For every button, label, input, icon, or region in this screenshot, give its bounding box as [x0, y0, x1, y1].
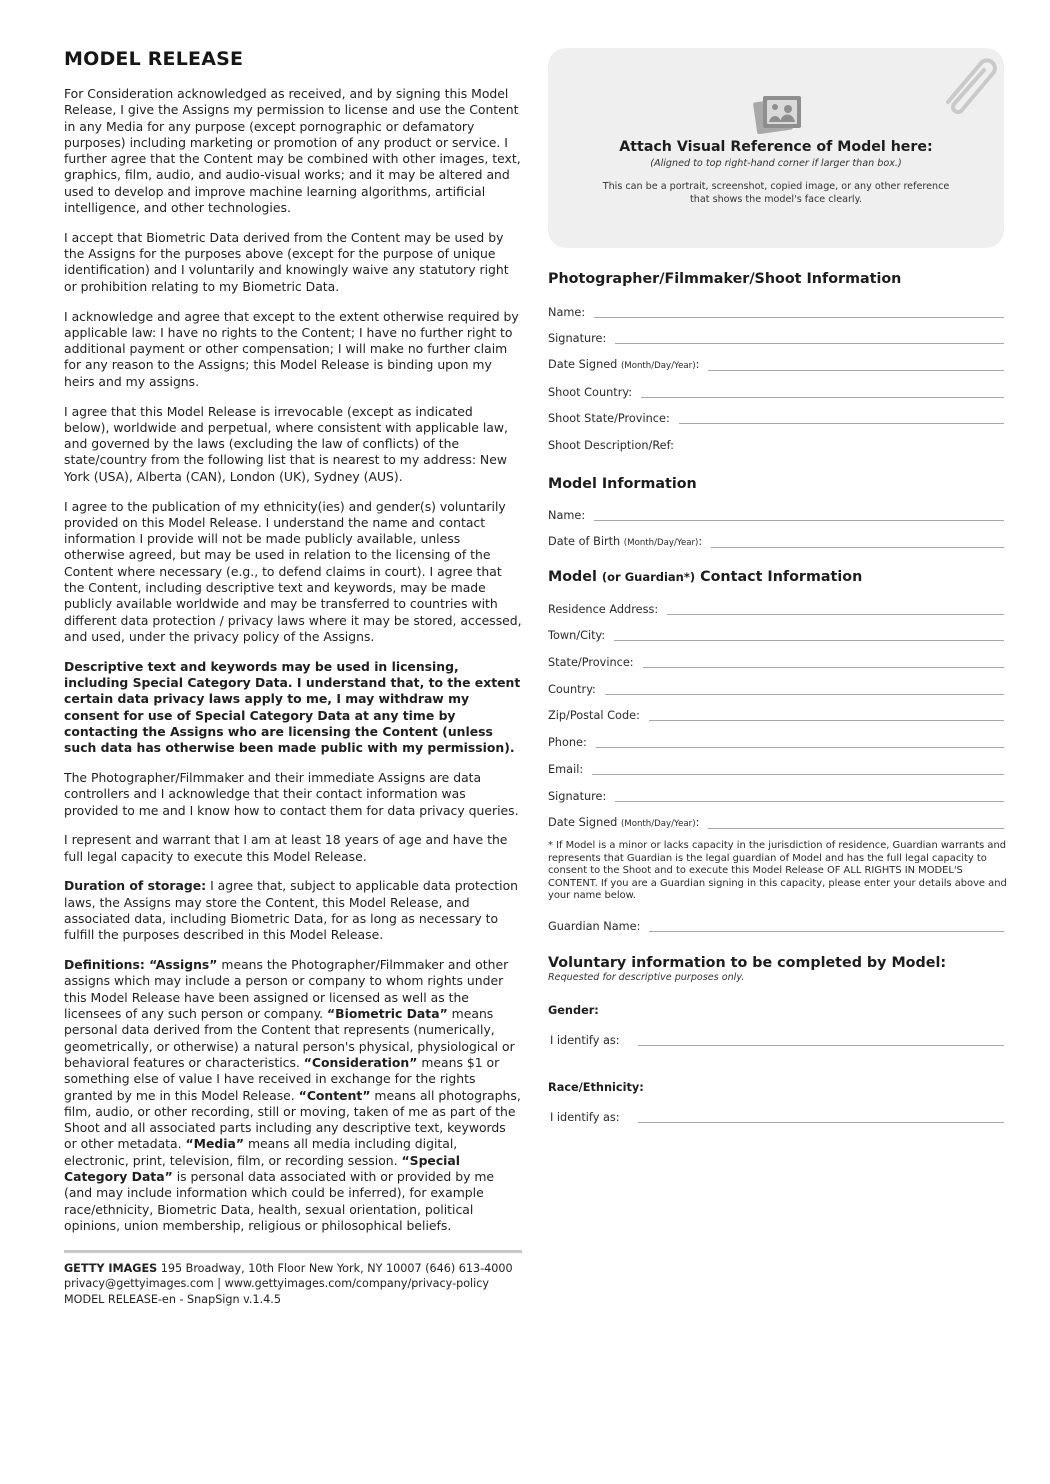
town-city-label: Town/City:	[548, 629, 606, 642]
voluntary-section-subtitle: Requested for descriptive purposes only.	[548, 972, 745, 983]
photographer-name-input[interactable]	[594, 317, 1004, 318]
model-dob-field[interactable]	[548, 532, 1004, 550]
paperclip-icon	[936, 48, 1002, 114]
email-label: Email:	[548, 763, 584, 776]
zip-field[interactable]	[548, 705, 1004, 723]
shoot-country-field[interactable]	[548, 382, 1004, 400]
term-consideration: “Consideration”	[303, 1054, 418, 1070]
paragraph-consent: For Consideration acknowledged as received, and by signing this Model Release, I give the Assigns my permission to license and use the Content in any Media for any purpose (except pornographic or defamatory purposes) including marketing or promotion of any product or service. I further agree that the Content may be combined with other images, text, graphics, film, audio, and audio-visual works; and it may be altered and used to develop and improve machine learning algorithms, artificial intelligence, and other technologies.	[64, 86, 521, 216]
paragraph-storage	[64, 878, 522, 943]
definition-special-category: is personal data associated with or provided by me (and may include information which could be inferred), for example race/ethnicity, Biometric Data, health, sexual orientation, political opinions, union membership, religious or philosophical beliefs.	[64, 1169, 495, 1233]
shoot-state-field[interactable]	[548, 408, 1004, 426]
date-format-hint: (Month/Day/Year)	[620, 361, 696, 371]
model-name-field[interactable]	[548, 505, 1004, 523]
release-text-column	[64, 48, 522, 1248]
photographer-date-field[interactable]	[548, 355, 1004, 373]
country-label: Country:	[548, 683, 596, 696]
paragraph-rights: I acknowledge and agree that except to the extent otherwise required by applicable law: I have no rights to the Content; I have no further right to additional payment or other compensation; I will make no further claim for any reason to the Assigns; this Model Release is binding upon my heirs and my assigns.	[64, 308, 519, 389]
state-province-label: State/Province:	[548, 656, 634, 669]
storage-label: Duration of storage:	[64, 878, 207, 894]
photo-attachment-box[interactable]	[548, 48, 1004, 248]
phone-label: Phone:	[548, 736, 587, 749]
photographer-signature-label: Signature:	[548, 332, 607, 345]
country-field[interactable]	[548, 679, 1004, 697]
model-section-title: Model Information	[548, 476, 697, 492]
photo-icon	[753, 92, 803, 136]
definition-assigns: means the Photographer/Filmmaker and other assigns which may include a person or company to whom rights under this Model Release have been assigned or licensed as well as the licensees of any such person or company.	[64, 957, 509, 1022]
state-province-field[interactable]	[548, 652, 1004, 670]
page-title: MODEL RELEASE	[64, 48, 244, 70]
model-dob-input[interactable]	[711, 547, 1004, 548]
race-identify-label: I identify as:	[550, 1111, 620, 1124]
dob-format-hint: (Month/Day/Year)	[623, 538, 699, 548]
footer-version: MODEL RELEASE-en - SnapSign v.1.4.5	[64, 1292, 281, 1306]
page-footer	[64, 1250, 522, 1307]
dob-text: Date of Birth	[548, 535, 621, 548]
term-media: “Media”	[185, 1136, 244, 1152]
definitions-label: Definitions:	[64, 957, 145, 973]
paragraph-publication: I agree to the publication of my ethnicity(ies) and gender(s) voluntarily provided on this Model Release. I understand the name and contact information I provide will not be made publicly available, unless otherwise agreed, but may be used in relation to the licensing of the Content where necessary (e.g., to defend claims in court). I agree that the Content, including descriptive text and keywords, may be made publicly available worldwide and may be transferred to countries with different data protection / privacy laws where it may be stored, accessed, and used, under the privacy policy of the Assigns.	[64, 498, 522, 644]
paragraph-age: I represent and warrant that I am at least 18 years of age and have the full legal capacity to execute this Model Release.	[64, 832, 508, 864]
gender-identify-label: I identify as:	[550, 1034, 620, 1047]
guardian-note: * If Model is a minor or lacks capacity in the jurisdiction of residence, Guardian warrants and represents that Guardian is the legal guardian of Model and has the full legal capacity to consent to the Shoot and to execute this Model Release OF ALL RIGHTS IN MODEL'S CONTENT. If you are a Guardian signing in this capacity, please enter your details above and your name below.	[548, 840, 1007, 902]
race-identify-field[interactable]	[548, 1107, 1004, 1125]
date-colon: :	[695, 358, 700, 371]
race-identify-input[interactable]	[638, 1122, 1004, 1123]
footer-links: privacy@gettyimages.com | www.gettyimages.com/company/privacy-policy	[64, 1277, 490, 1291]
model-date-input[interactable]	[708, 828, 1004, 829]
photographer-name-label: Name:	[548, 306, 586, 319]
phone-input[interactable]	[596, 747, 1004, 748]
phone-field[interactable]	[548, 732, 1004, 750]
gender-heading: Gender:	[548, 1004, 599, 1017]
residence-address-label: Residence Address:	[548, 603, 659, 616]
gender-identify-input[interactable]	[638, 1045, 1004, 1046]
photo-box-title: Attach Visual Reference of Model here:	[619, 139, 933, 155]
paragraph-biometric: I accept that Biometric Data derived from the Content may be used by the Assigns for the purposes above (except for the purpose of unique identification) and I voluntarily and knowingly waive any statutory right or prohibition relating to my Biometric Data.	[64, 229, 509, 294]
photo-box-subtitle: (Aligned to top right-hand corner if larger than box.)	[650, 158, 902, 169]
date-signed-text: Date Signed	[548, 358, 618, 371]
paragraph-irrevocable: I agree that this Model Release is irrevocable (except as indicated below), worldwide and perpetual, where consistent with applicable law, and governed by the laws (excluding the law of conflicts) of the state/country from the following list that is nearest to my address: New York (USA), Alberta (CAN), London (UK), Sydney (AUS).	[64, 403, 508, 484]
contact-title-c: Contact Information	[695, 569, 863, 585]
residence-address-input[interactable]	[667, 614, 1004, 615]
state-province-input[interactable]	[643, 667, 1004, 668]
gender-identify-field[interactable]	[548, 1030, 1004, 1048]
storage-text: I agree that, subject to applicable data protection laws, the Assigns may store the Content, this Model Release, and associated data, including Biometric Data, for as long as necessary to fulfill the purposes described in this Model Release.	[64, 878, 519, 943]
model-signature-field[interactable]	[548, 786, 1004, 804]
contact-title-guardian: (or Guardian*)	[601, 570, 696, 584]
shoot-state-input[interactable]	[679, 423, 1004, 424]
email-input[interactable]	[592, 774, 1004, 775]
model-name-input[interactable]	[594, 520, 1004, 521]
model-date-text: Date Signed	[548, 816, 618, 829]
model-signature-label: Signature:	[548, 790, 607, 803]
race-heading: Race/Ethnicity:	[548, 1081, 644, 1094]
town-city-field[interactable]	[548, 625, 1004, 643]
photographer-date-input[interactable]	[708, 370, 1004, 371]
definition-media: means all media including digital, electronic, print, television, film, or recording session.	[64, 1136, 458, 1168]
photo-box-note: This can be a portrait, screenshot, copied image, or any other reference that shows the model's face clearly.	[602, 181, 950, 205]
contact-title-a: Model	[548, 569, 602, 585]
definition-content: means all photographs, film, audio, or other recording, still or moving, taken of me as part of the Shoot and all associated parts including any descriptive text, keywords or other metadata.	[64, 1087, 521, 1152]
zip-input[interactable]	[649, 720, 1004, 721]
term-biometric: “Biometric Data”	[327, 1006, 448, 1022]
photographer-signature-field[interactable]	[548, 328, 1004, 346]
shoot-country-label: Shoot Country:	[548, 386, 633, 399]
residence-address-field[interactable]	[548, 599, 1004, 617]
model-name-label: Name:	[548, 509, 586, 522]
model-dob-label	[548, 535, 711, 550]
paragraph-special-category: Descriptive text and keywords may be used in licensing, including Special Category Data. I understand that, to the extent certain data privacy laws apply to me, I may withdraw my consent for use of Special Category Data at any time by contacting the Assigns who are licensing the Content (unless such data has otherwise been made public with my permission).	[64, 658, 521, 756]
footer-address-line	[64, 1261, 522, 1276]
zip-label: Zip/Postal Code:	[548, 709, 640, 722]
shoot-description-label: Shoot Description/Ref:	[548, 439, 674, 452]
model-signature-input[interactable]	[615, 801, 1004, 802]
photographer-section-title: Photographer/Filmmaker/Shoot Information	[548, 271, 902, 287]
country-input[interactable]	[605, 694, 1004, 695]
guardian-name-field[interactable]	[548, 916, 1004, 934]
photographer-name-field[interactable]	[548, 302, 1004, 320]
shoot-state-label: Shoot State/Province:	[548, 412, 670, 425]
voluntary-section-title: Voluntary information to be completed by Model:	[548, 955, 947, 971]
photographer-date-label	[548, 358, 708, 373]
model-date-field[interactable]	[548, 813, 1004, 831]
model-date-format-hint: (Month/Day/Year)	[620, 819, 696, 829]
guardian-name-input[interactable]	[649, 931, 1004, 932]
shoot-description-field[interactable]	[548, 435, 688, 453]
footer-address: 195 Broadway, 10th Floor New York, NY 10007 (646) 613-4000	[157, 1262, 513, 1275]
guardian-name-label: Guardian Name:	[548, 920, 641, 933]
definition-consideration: means $1 or something else of value I have received in exchange for the rights granted by me in this Model Release.	[64, 1054, 500, 1103]
dob-colon: :	[698, 535, 703, 548]
term-content: “Content”	[298, 1087, 371, 1103]
email-field[interactable]	[548, 759, 1004, 777]
paragraph-data-controllers: The Photographer/Filmmaker and their immediate Assigns are data controllers and I acknowledge that their contact information was provided to me and I know how to contact them for data privacy queries.	[64, 769, 519, 818]
paragraph-definitions	[64, 957, 522, 1234]
model-date-colon: :	[695, 816, 700, 829]
contact-section-title	[548, 569, 862, 585]
photographer-signature-input[interactable]	[615, 343, 1004, 344]
town-city-input[interactable]	[614, 640, 1004, 641]
definition-biometric: means personal data derived from the Content that represents (numerically, geometrically, or otherwise) a natural person's physical, physiological or behavioral features or characteristics.	[64, 1006, 515, 1070]
shoot-country-input[interactable]	[641, 397, 1004, 398]
footer-company: GETTY IMAGES	[64, 1262, 158, 1275]
term-assigns: “Assigns”	[144, 957, 218, 973]
model-date-label	[548, 816, 708, 831]
term-special-category: “Special Category Data”	[64, 1152, 461, 1185]
